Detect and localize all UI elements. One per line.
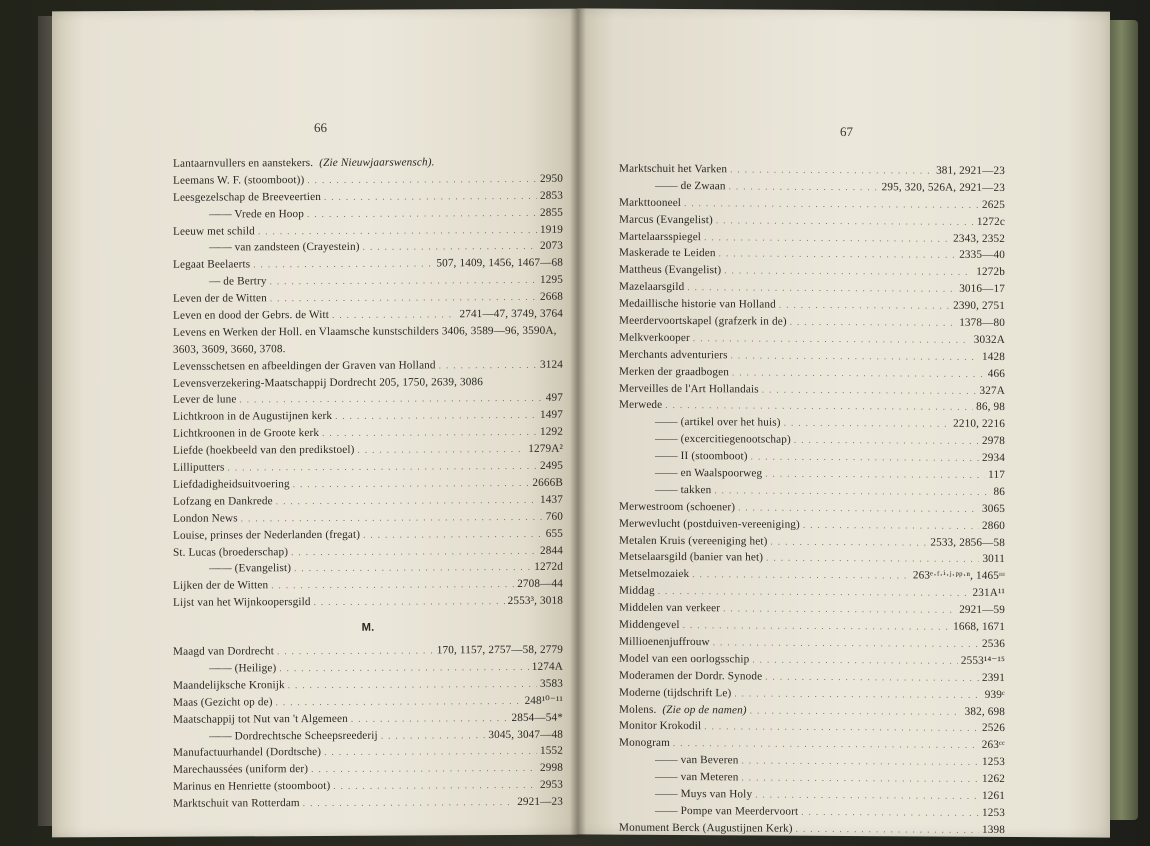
leader-dots	[751, 449, 979, 467]
entry-label: —— takken	[655, 483, 712, 497]
entry-label: Marcus (Evangelist)	[619, 213, 713, 226]
entry-label: —— Dordrechtsche Scheepsreederij	[209, 729, 378, 743]
entry-reference: 1272c	[976, 215, 1005, 228]
leader-dots	[742, 769, 980, 787]
index-entry	[173, 760, 563, 779]
entry-label: Maagd van Dordrecht	[173, 645, 275, 658]
entry-label: Leemans W. F. (stoomboot))	[173, 173, 305, 187]
leader-dots	[271, 576, 514, 594]
entry-reference: 1262	[982, 772, 1005, 786]
entry-reference: 2553¹⁴⁻¹⁵	[960, 654, 1005, 667]
entry-reference: 2391	[982, 671, 1005, 684]
entry-label: Moderamen der Dordr. Synode	[619, 669, 763, 683]
entry-label: Merchants adventuriers	[619, 348, 728, 362]
entry-label: —— (Evangelist)	[209, 562, 292, 575]
leader-dots	[294, 559, 531, 577]
entry-label: Merwestroom (schoener)	[619, 500, 736, 514]
entry-label: Molens.	[619, 703, 657, 716]
entry-reference: 2921—23	[517, 795, 563, 809]
leader-dots	[270, 289, 537, 307]
entry-reference: 2921—59	[959, 603, 1005, 617]
index-entry	[173, 794, 563, 813]
entry-label: Leven en dood der Gebrs. de Witt	[173, 308, 330, 322]
entry-label: Metselmozaiek	[619, 568, 690, 581]
leader-dots	[439, 357, 537, 374]
index-entry	[173, 441, 563, 460]
index-entry	[173, 475, 563, 494]
entry-reference: 3065	[982, 502, 1005, 515]
entry-label: Mazelaarsgild	[619, 280, 685, 294]
leader-dots	[291, 542, 537, 560]
entry-reference: 231A¹¹	[972, 587, 1005, 600]
entry-note: (Zie op de namen)	[662, 703, 747, 716]
entry-label: Legaat Beelaerts	[173, 258, 251, 272]
leader-dots	[692, 566, 910, 584]
index-entry	[173, 692, 563, 711]
entry-reference: 263ᵉ·ᶠ·ⁱ·ʲ·ᵖᵖ·ⁿ, 1465ᶦᶦᶦ	[912, 569, 1005, 583]
leader-dots	[307, 205, 537, 223]
left-page	[52, 9, 577, 838]
entry-reference: 2668	[540, 290, 563, 303]
leader-dots	[784, 415, 950, 433]
entry-label: Monogram	[619, 736, 670, 750]
entry-label: Markttooneel	[619, 196, 682, 209]
entry-reference: 1272b	[976, 266, 1005, 279]
index-entry	[173, 593, 563, 612]
entry-reference: 2625	[982, 198, 1005, 211]
entry-label: Merwede	[619, 399, 663, 412]
entry-reference: 2343, 2352	[953, 232, 1005, 245]
entry-reference: 1292	[540, 425, 563, 439]
entry-label: Lever de lune	[173, 393, 237, 407]
leader-dots	[363, 525, 543, 543]
index-entry	[173, 255, 563, 274]
leader-dots	[363, 238, 537, 256]
entry-label: Liefdadigheidsuitvoering	[173, 478, 290, 491]
leader-dots	[716, 212, 974, 230]
entry-label: Middengevel	[619, 618, 680, 632]
entry-label: London News	[173, 512, 238, 525]
entry-label: Lichtkroonen in de Groote kerk	[173, 427, 320, 441]
leader-dots	[228, 458, 538, 477]
entry-reference: 2854—54*	[511, 711, 563, 724]
entry-reference: 2855	[540, 206, 563, 219]
entry-reference: 3011	[982, 553, 1005, 566]
index-entry	[173, 390, 563, 409]
entry-reference: 2953	[540, 778, 563, 792]
index-entry	[173, 525, 563, 544]
entry-label: Lijken der de Witten	[173, 579, 269, 593]
leader-dots	[324, 188, 537, 206]
page-number-right: 67	[840, 123, 853, 140]
leader-dots	[801, 804, 979, 822]
index-entry	[173, 576, 563, 595]
leader-dots	[752, 651, 958, 669]
entry-label: —— Vrede en Hoop	[209, 207, 305, 221]
entry-reference: 2708—44	[517, 577, 563, 591]
index-entry	[173, 508, 563, 527]
entry-reference: 1378—80	[959, 316, 1005, 330]
entry-label: Lofzang en Dankrede	[173, 495, 273, 508]
entry-label: —— van zandsteen (Crayestein)	[209, 241, 360, 255]
entry-label: Marinus en Henriette (stoomboot)	[173, 780, 331, 793]
index-entry	[173, 407, 563, 426]
leader-dots	[704, 719, 979, 738]
index-entry	[173, 709, 563, 728]
leader-dots	[314, 593, 505, 611]
leader-dots	[770, 533, 927, 551]
entry-label: Leeuw met schild	[173, 224, 255, 238]
entry-label: — de Bertry	[209, 275, 267, 288]
entry-reference: 2666B	[532, 476, 563, 489]
entry-reference: 2860	[982, 519, 1005, 532]
entry-reference: 2390, 2751	[953, 299, 1005, 313]
index-entry	[619, 819, 1005, 838]
entry-reference: 1668, 1671	[953, 620, 1005, 634]
leader-dots	[779, 297, 950, 315]
entry-label: Levensverzekering-Maatschappij Dordrecht 205, 1750, 2639, 3086	[173, 375, 484, 390]
entry-label: —— van Meteren	[655, 770, 739, 784]
leader-dots	[322, 424, 537, 442]
leader-dots	[755, 786, 979, 804]
index-entry	[173, 187, 563, 206]
entry-label: —— Pompe van Meerdervoort	[655, 804, 799, 818]
book-cover-right-edge	[1108, 20, 1138, 820]
leader-dots	[684, 195, 979, 214]
entry-reference: 1428	[982, 350, 1005, 363]
entry-label: Metalen Kruis (vereeniging het)	[619, 534, 768, 548]
entry-label: Maas (Gezicht op de)	[173, 695, 273, 709]
leader-dots	[794, 432, 979, 450]
entry-reference: 3045, 3047—48	[488, 728, 563, 741]
entry-label: Model van een oorlogsschip	[619, 652, 750, 666]
index-entry	[173, 458, 563, 477]
entry-label: Lijst van het Wijnkoopersgild	[173, 596, 311, 609]
index-entry	[173, 559, 563, 578]
entry-label: Monitor Krokodil	[619, 720, 702, 733]
leader-dots	[803, 516, 979, 534]
entry-reference: 1272d	[534, 561, 563, 574]
entry-label: Maskerade te Leiden	[619, 247, 716, 260]
entry-label: Merveilles de l'Art Hollandais	[619, 382, 759, 396]
entry-label: Metselaarsgild (banier van het)	[619, 551, 764, 564]
entry-label: —— en Waalspoorweg	[655, 466, 763, 480]
entry-reference: 2536	[982, 637, 1005, 650]
entry-reference: 2495	[540, 459, 563, 472]
entry-reference: 2210, 2216	[953, 418, 1005, 431]
entry-reference: 507, 1409, 1456, 1467—68	[436, 257, 563, 270]
entry-label: —— (artikel over het huis)	[655, 416, 781, 429]
index-entry	[173, 238, 563, 257]
index-entry	[173, 221, 563, 240]
leader-dots	[766, 550, 979, 568]
entry-reference: 2934	[982, 451, 1005, 465]
leader-dots	[303, 794, 514, 812]
entry-label: Lichtkroon in de Augustijnen kerk	[173, 410, 333, 424]
leader-dots	[732, 364, 985, 382]
entry-reference: 760	[545, 510, 563, 523]
entry-reference: 655	[545, 527, 563, 540]
entry-label: Leesgezelschap de Breeveertien	[173, 190, 321, 204]
index-entry	[173, 171, 563, 190]
entry-label: Meerdervoortskapel (grafzerk in de)	[619, 314, 787, 328]
index-entry	[173, 356, 563, 375]
entry-label: St. Lucas (broederschap)	[173, 545, 289, 559]
leader-dots	[762, 381, 977, 399]
entry-label: Marechaussées (uniform der)	[173, 763, 309, 777]
entry-label: Maandelijksche Kronijk	[173, 678, 285, 692]
leader-dots	[258, 221, 537, 239]
index-entry	[173, 289, 563, 308]
leader-dots	[279, 659, 528, 677]
entry-reference: 2526	[982, 722, 1005, 735]
entry-label: Louise, prinses der Nederlanden (fregat)	[173, 528, 361, 542]
leader-dots	[765, 466, 985, 484]
index-list-right	[619, 161, 1005, 839]
leader-dots	[724, 263, 973, 281]
entry-reference: 1279A²	[528, 442, 563, 456]
entry-reference: 2853	[540, 189, 563, 202]
entry-reference: 497	[545, 392, 563, 405]
entry-label: —— (Heilige)	[209, 662, 277, 675]
entry-label: Millioenenjuffrouw	[619, 635, 710, 649]
entry-reference: 1437	[540, 493, 563, 506]
entry-reference: 381, 2921—23	[936, 164, 1005, 177]
index-entry	[173, 492, 563, 511]
entry-label: Merwevlucht (postduiven-vereeniging)	[619, 517, 800, 531]
entry-reference: 1295	[540, 273, 563, 287]
entry-note: (Zie Nieuwjaarswensch).	[319, 156, 435, 169]
entry-reference: 263ᶜᶜ	[981, 739, 1005, 752]
entry-label: —— II (stoomboot)	[655, 449, 748, 463]
entry-label: —— Muys van Holy	[655, 787, 753, 801]
leader-dots	[665, 397, 973, 416]
leader-dots	[713, 634, 979, 653]
entry-reference: 117	[988, 468, 1005, 482]
entry-reference: 3032A	[973, 333, 1005, 346]
entry-reference: 86, 98	[976, 401, 1005, 414]
entry-reference: 1497	[540, 409, 563, 422]
leader-dots	[239, 390, 542, 408]
index-entry	[173, 373, 563, 392]
entry-reference: 1253	[982, 756, 1005, 769]
index-entry	[173, 542, 563, 561]
leader-dots	[734, 685, 981, 703]
entry-label: —— van Beveren	[655, 754, 739, 767]
section-heading-m: M.	[361, 621, 375, 634]
index-entry	[173, 424, 563, 443]
entry-reference: 2553³, 3018	[507, 594, 563, 608]
entry-label: Marktschuit het Varken	[619, 162, 728, 176]
leader-dots	[241, 509, 543, 527]
leader-dots	[293, 475, 530, 493]
leader-dots	[333, 777, 537, 795]
entry-reference: 170, 1157, 2757—58, 2779	[436, 643, 563, 657]
leader-dots	[719, 246, 957, 264]
leader-dots	[253, 256, 433, 274]
leader-dots	[738, 499, 979, 517]
leader-dots	[683, 617, 950, 636]
entry-reference: 2073	[540, 240, 563, 253]
right-page	[577, 8, 1110, 837]
entry-reference: 295, 320, 526A, 2921—23	[881, 181, 1005, 194]
entry-reference: 2978	[982, 435, 1005, 448]
entry-reference: 1253	[982, 806, 1005, 819]
index-entry	[173, 676, 563, 695]
entry-reference: 2844	[540, 544, 563, 557]
entry-label: Monument Berck (Augustijnen Kerk)	[619, 821, 793, 835]
leader-dots	[731, 347, 979, 365]
entry-label: Marktschuit van Rotterdam	[173, 797, 300, 810]
index-list-left	[173, 154, 563, 813]
leader-dots	[288, 676, 537, 694]
leader-dots	[714, 482, 990, 501]
index-entry	[173, 272, 563, 291]
entry-reference: 3124	[540, 358, 563, 371]
entry-reference: 3016—17	[959, 282, 1005, 296]
leader-dots	[351, 710, 509, 728]
entry-label: —— de Zwaan	[655, 179, 726, 193]
leader-dots	[693, 330, 971, 349]
entry-reference: 382, 698	[964, 705, 1005, 718]
leader-dots	[730, 161, 933, 179]
entry-label: Martelaarsspiegel	[619, 230, 702, 243]
leader-dots	[324, 743, 537, 761]
leader-dots	[276, 492, 537, 510]
leader-dots	[335, 407, 537, 425]
entry-reference: 248¹⁰⁻¹¹	[524, 694, 563, 707]
entry-label: Merken der graadbogen	[619, 365, 730, 378]
entry-label: Liefde (hoekbeeld van den predikstoel)	[173, 443, 355, 457]
leader-dots	[277, 642, 434, 660]
leader-dots	[704, 229, 950, 247]
entry-label: Melkverkooper	[619, 331, 690, 344]
entry-reference: 939ᶜ	[984, 688, 1005, 701]
entry-label: Manufactuurhandel (Dordtsche)	[173, 746, 322, 760]
leader-dots	[673, 735, 979, 754]
leader-dots	[742, 753, 980, 771]
entry-reference: 1261	[982, 789, 1005, 802]
leader-dots	[796, 820, 979, 838]
leader-dots	[723, 600, 956, 618]
leader-dots	[307, 171, 537, 189]
entry-reference: 2533, 2856—58	[930, 536, 1005, 549]
index-entry	[173, 726, 563, 745]
index-entry	[173, 777, 563, 796]
entry-reference: 327A	[979, 384, 1005, 397]
leader-dots	[358, 441, 526, 459]
entry-reference: 1274A	[531, 660, 563, 673]
entry-label: Leven der de Witten	[173, 292, 267, 305]
leader-dots	[270, 272, 537, 290]
index-entry	[173, 743, 563, 762]
page-number-left: 66	[314, 119, 327, 136]
entry-label: Lilliputters	[173, 461, 225, 474]
index-entry	[173, 154, 563, 173]
entry-reference: 1919	[540, 223, 563, 236]
entry-label: Moderne (tijdschrift Le)	[619, 686, 732, 699]
entry-reference: 3583	[540, 677, 563, 690]
entry-reference: 2335—40	[959, 249, 1005, 262]
leader-dots	[687, 279, 956, 298]
index-entry	[173, 204, 563, 223]
leader-dots	[381, 727, 486, 744]
entry-label: Lantaarnvullers en aanstekers.	[173, 157, 314, 170]
index-entry	[173, 323, 563, 359]
entry-reference: 2950	[540, 172, 563, 185]
entry-label: —— (excercitiegenootschap)	[655, 433, 791, 446]
leader-dots	[332, 306, 456, 324]
leader-dots	[311, 760, 537, 778]
entry-label: Maatschappij tot Nut van 't Algemeen	[173, 712, 348, 726]
leader-dots	[276, 693, 522, 711]
leader-dots	[729, 178, 879, 196]
index-entry	[173, 306, 563, 325]
entry-reference: 1552	[540, 745, 563, 758]
entry-reference: 2998	[540, 761, 563, 775]
entry-label: Levensschetsen en afbeeldingen der Graven van Holland	[173, 359, 436, 373]
entry-reference: 466	[987, 367, 1005, 380]
entry-label: Middelen van verkeer	[619, 601, 721, 615]
leader-dots	[790, 314, 956, 332]
index-entry	[173, 659, 563, 678]
entry-reference: 2741—47, 3749, 3764	[459, 307, 563, 321]
entry-label: Medaillische historie van Holland	[619, 297, 776, 311]
book-gutter	[570, 8, 586, 838]
leader-dots	[750, 702, 962, 720]
entry-reference: 86	[993, 485, 1005, 498]
index-entry	[173, 642, 563, 661]
entry-label: Mattheus (Evangelist)	[619, 263, 722, 277]
entry-label: Middag	[619, 584, 655, 598]
leader-dots	[765, 668, 979, 686]
entry-reference: 1398	[982, 823, 1005, 836]
leader-dots	[658, 583, 970, 602]
entry-label: Levens en Werken der Holl. en Vlaamsche kunstschilders 3406, 3589—96, 3590A, 3603, 3609, 3660, 3708.	[173, 324, 557, 356]
